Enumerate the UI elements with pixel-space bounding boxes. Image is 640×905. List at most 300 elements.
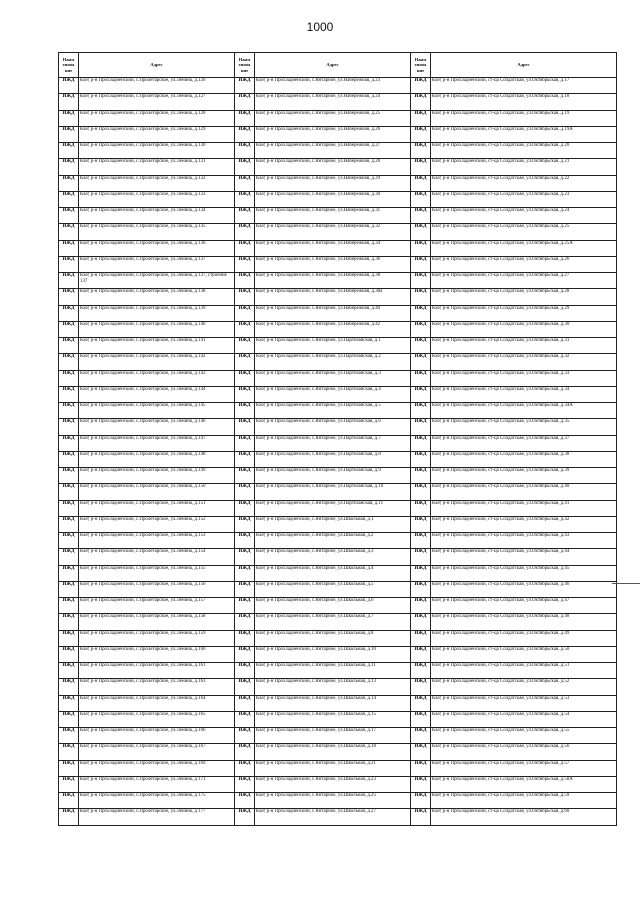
- address-cell: КБР, р-н Прохладненский, с.Янтарное, ул.Школьная, д.8: [255, 630, 411, 646]
- object-type-cell: ИЖД: [411, 728, 431, 744]
- address-cell: КБР, р-н Прохладненский, с.Пролетарское, ул.Ленина, д.155: [79, 565, 235, 581]
- address-cell: КБР, р-н Прохладненский, с.Пролетарское, ул.Ленина, д.149: [79, 468, 235, 484]
- object-type-cell: ИЖД: [59, 793, 79, 809]
- object-type-cell: ИЖД: [411, 500, 431, 516]
- address-cell: КБР, р-н Прохладненский, с.Янтарное, ул.Партизанская, д.8: [255, 451, 411, 467]
- table-row: [59, 175, 617, 191]
- address-cell: КБР, р-н Прохладненский, с.Пролетарское, ул.Ленина, д.136: [79, 240, 235, 256]
- address-cell: КБР, р-н Прохладненский, с.Пролетарское, ул.Ленина, д.164: [79, 695, 235, 711]
- object-type-cell: ИЖД: [235, 435, 255, 451]
- object-type-cell: ИЖД: [411, 549, 431, 565]
- address-cell: КБР, р-н Прохладненский, с.Пролетарское, ул.Ленина, д.171: [79, 776, 235, 792]
- address-cell: КБР, р-н Прохладненский, с.Янтарное, ул.Партизанская, д.10: [255, 484, 411, 500]
- object-type-cell: ИЖД: [235, 386, 255, 402]
- address-cell: КБР, р-н Прохладненский, ст-ца Солдатская, ул.Октябрьская, д.43: [431, 533, 617, 549]
- object-type-cell: ИЖД: [411, 191, 431, 207]
- address-cell: КБР, р-н Прохладненский, с.Янтарное, ул.Набережная, д.38: [255, 273, 411, 289]
- object-type-cell: ИЖД: [411, 451, 431, 467]
- address-cell: КБР, р-н Прохладненский, ст-ца Солдатская, ул.Октябрьская, д.33: [431, 370, 617, 386]
- table-row: [59, 338, 617, 354]
- object-type-cell: ИЖД: [411, 224, 431, 240]
- object-type-cell: ИЖД: [235, 760, 255, 776]
- table-row: [59, 110, 617, 126]
- address-cell: КБР, р-н Прохладненский, ст-ца Солдатская, ул.Октябрьская, д.27: [431, 273, 617, 289]
- address-cell: КБР, р-н Прохладненский, с.Янтарное, ул.Партизанская, д.2: [255, 354, 411, 370]
- address-cell: КБР, р-н Прохладненский, с.Янтарное, ул.Школьная, д.15: [255, 711, 411, 727]
- address-cell: КБР, р-н Прохладненский, с.Янтарное, ул.Школьная, д.23: [255, 776, 411, 792]
- address-cell: КБР, р-н Прохладненский, с.Пролетарское, ул.Ленина, д.175: [79, 793, 235, 809]
- object-type-cell: ИЖД: [411, 240, 431, 256]
- object-type-cell: ИЖД: [411, 776, 431, 792]
- address-cell: КБР, р-н Прохладненский, с.Янтарное, ул.Набережная, д.28: [255, 159, 411, 175]
- object-type-cell: ИЖД: [411, 403, 431, 419]
- object-type-cell: ИЖД: [235, 533, 255, 549]
- address-cell: КБР, р-н Прохладненский, ст-ца Солдатская, ул.Октябрьская, д.37: [431, 435, 617, 451]
- object-type-cell: ИЖД: [59, 208, 79, 224]
- object-type-cell: ИЖД: [235, 484, 255, 500]
- address-cell: КБР, р-н Прохладненский, ст-ца Солдатская, ул.Октябрьская, д.54: [431, 711, 617, 727]
- address-cell: КБР, р-н Прохладненский, ст-ца Солдатская, ул.Октябрьская, д.48: [431, 614, 617, 630]
- address-cell: КБР, р-н Прохладненский, ст-ца Солдатская, ул.Октябрьская, д.35: [431, 419, 617, 435]
- object-type-cell: ИЖД: [59, 565, 79, 581]
- address-cell: КБР, р-н Прохладненский, ст-ца Солдатская, ул.Октябрьская, д.40: [431, 484, 617, 500]
- object-type-cell: ИЖД: [59, 386, 79, 402]
- object-type-cell: ИЖД: [235, 809, 255, 825]
- object-type-cell: ИЖД: [235, 419, 255, 435]
- object-type-cell: ИЖД: [411, 793, 431, 809]
- address-cell: КБР, р-н Прохладненский, с.Пролетарское, ул.Ленина, д.141: [79, 338, 235, 354]
- object-type-cell: ИЖД: [59, 305, 79, 321]
- address-cell: КБР, р-н Прохладненский, ст-ца Солдатская, ул.Октябрьская, д.34: [431, 386, 617, 402]
- address-cell: КБР, р-н Прохладненский, с.Пролетарское, ул.Ленина, д.144: [79, 386, 235, 402]
- object-type-cell: ИЖД: [411, 809, 431, 825]
- object-type-cell: ИЖД: [411, 338, 431, 354]
- address-cell: КБР, р-н Прохладненский, ст-ца Солдатская, ул.Октябрьская, д.20: [431, 143, 617, 159]
- table-row: [59, 679, 617, 695]
- address-cell: КБР, р-н Прохладненский, ст-ца Солдатская, ул.Октябрьская, д.18: [431, 94, 617, 110]
- address-cell: КБР, р-н Прохладненский, ст-ца Солдатская, ул.Октябрьская, д.51: [431, 663, 617, 679]
- address-cell: КБР, р-н Прохладненский, с.Янтарное, ул.Школьная, д.21: [255, 760, 411, 776]
- address-cell: КБР, р-н Прохладненский, ст-ца Солдатская, ул.Октябрьская, д.28: [431, 289, 617, 305]
- object-type-cell: ИЖД: [235, 451, 255, 467]
- object-type-cell: ИЖД: [59, 94, 79, 110]
- address-cell: КБР, р-н Прохладненский, ст-ца Солдатская, ул.Октябрьская, д.49: [431, 630, 617, 646]
- object-type-cell: ИЖД: [235, 240, 255, 256]
- address-cell: КБР, р-н Прохладненский, с.Янтарное, ул.Школьная, д.7: [255, 614, 411, 630]
- address-cell: КБР, р-н Прохладненский, с.Янтарное, ул.Школьная, д.5: [255, 581, 411, 597]
- address-cell: КБР, р-н Прохладненский, с.Пролетарское, ул.Ленина, д.148: [79, 451, 235, 467]
- object-type-cell: ИЖД: [235, 208, 255, 224]
- header-address-col-1: Адрес: [79, 53, 235, 78]
- object-type-cell: ИЖД: [411, 760, 431, 776]
- object-type-cell: ИЖД: [59, 78, 79, 94]
- address-cell: КБР, р-н Прохладненский, с.Пролетарское, ул.Ленина, д.126: [79, 78, 235, 94]
- table-row: [59, 240, 617, 256]
- address-cell: КБР, р-н Прохладненский, с.Янтарное, ул.Набережная, д.29: [255, 175, 411, 191]
- object-type-cell: ИЖД: [235, 338, 255, 354]
- address-cell: КБР, р-н Прохладненский, с.Янтарное, ул.Набережная, д.34: [255, 240, 411, 256]
- address-cell: КБР, р-н Прохладненский, с.Пролетарское, ул.Ленина, д.158: [79, 614, 235, 630]
- object-type-cell: ИЖД: [59, 419, 79, 435]
- address-cell: КБР, р-н Прохладненский, ст-ца Солдатская, ул.Октябрьская, д.24: [431, 208, 617, 224]
- object-type-cell: ИЖД: [235, 143, 255, 159]
- object-type-cell: ИЖД: [235, 273, 255, 289]
- object-type-cell: ИЖД: [59, 679, 79, 695]
- address-cell: КБР, р-н Прохладненский, с.Янтарное, ул.Набережная, д.40: [255, 305, 411, 321]
- object-type-cell: ИЖД: [59, 484, 79, 500]
- table-row: [59, 565, 617, 581]
- object-type-cell: ИЖД: [59, 760, 79, 776]
- address-cell: КБР, р-н Прохладненский, ст-ца Солдатская, ул.Октябрьская, д.23: [431, 191, 617, 207]
- scan-edge-mark: [612, 583, 640, 584]
- address-cell: КБР, р-н Прохладненский, ст-ца Солдатская, ул.Октябрьская, д.60: [431, 809, 617, 825]
- address-cell: КБР, р-н Прохладненский, с.Янтарное, ул.Набережная, д.30: [255, 191, 411, 207]
- object-type-cell: ИЖД: [235, 78, 255, 94]
- address-cell: КБР, р-н Прохладненский, с.Пролетарское, ул.Ленина, д.133: [79, 191, 235, 207]
- table-row: [59, 776, 617, 792]
- object-type-cell: ИЖД: [59, 728, 79, 744]
- object-type-cell: ИЖД: [411, 256, 431, 272]
- object-type-cell: ИЖД: [411, 744, 431, 760]
- table-row: [59, 78, 617, 94]
- address-cell: КБР, р-н Прохладненский, ст-ца Солдатская, ул.Октябрьская, д.47: [431, 598, 617, 614]
- header-address-col-2: Адрес: [255, 53, 411, 78]
- header-type-col-3: Наим енова ние: [411, 53, 431, 78]
- table-row: [59, 549, 617, 565]
- object-type-cell: ИЖД: [59, 175, 79, 191]
- object-type-cell: ИЖД: [59, 695, 79, 711]
- table-row: [59, 760, 617, 776]
- address-cell: КБР, р-н Прохладненский, ст-ца Солдатская, ул.Октябрьская, д.31: [431, 338, 617, 354]
- object-type-cell: ИЖД: [411, 110, 431, 126]
- address-cell: КБР, р-н Прохладненский, с.Пролетарское, ул.Ленина, д.177: [79, 809, 235, 825]
- object-type-cell: ИЖД: [59, 468, 79, 484]
- address-cell: КБР, р-н Прохладненский, с.Янтарное, ул.Школьная, д.14: [255, 695, 411, 711]
- address-cell: КБР, р-н Прохладненский, с.Пролетарское, ул.Ленина, д.146: [79, 419, 235, 435]
- address-cell: КБР, р-н Прохладненский, с.Янтарное, ул.Школьная, д.10: [255, 646, 411, 662]
- object-type-cell: ИЖД: [235, 614, 255, 630]
- object-type-cell: ИЖД: [59, 321, 79, 337]
- table-row: [59, 646, 617, 662]
- object-type-cell: ИЖД: [59, 435, 79, 451]
- address-cell: КБР, р-н Прохладненский, с.Янтарное, ул.Набережная, д.38а: [255, 289, 411, 305]
- object-type-cell: ИЖД: [411, 289, 431, 305]
- object-type-cell: ИЖД: [59, 533, 79, 549]
- object-type-cell: ИЖД: [235, 224, 255, 240]
- address-cell: КБР, р-н Прохладненский, с.Янтарное, ул.Набережная, д.32: [255, 224, 411, 240]
- address-cell: КБР, р-н Прохладненский, с.Пролетарское, ул.Ленина, д.147: [79, 435, 235, 451]
- object-type-cell: ИЖД: [235, 646, 255, 662]
- address-cell: КБР, р-н Прохладненский, с.Пролетарское, ул.Ленина, д.142: [79, 354, 235, 370]
- header-address-col-3: Адрес: [431, 53, 617, 78]
- object-type-cell: ИЖД: [411, 78, 431, 94]
- object-type-cell: ИЖД: [411, 581, 431, 597]
- object-type-cell: ИЖД: [59, 143, 79, 159]
- object-type-cell: ИЖД: [411, 614, 431, 630]
- object-type-cell: ИЖД: [235, 695, 255, 711]
- object-type-cell: ИЖД: [59, 224, 79, 240]
- address-cell: КБР, р-н Прохладненский, с.Пролетарское, ул.Ленина, д.159: [79, 630, 235, 646]
- table-row: [59, 516, 617, 532]
- object-type-cell: ИЖД: [235, 663, 255, 679]
- object-type-cell: ИЖД: [59, 711, 79, 727]
- address-cell: КБР, р-н Прохладненский, ст-ца Солдатская, ул.Октябрьская, д.53: [431, 695, 617, 711]
- object-type-cell: ИЖД: [59, 516, 79, 532]
- address-cell: КБР, р-н Прохладненский, с.Пролетарское, ул.Ленина, д.138: [79, 289, 235, 305]
- object-type-cell: ИЖД: [411, 273, 431, 289]
- address-cell: КБР, р-н Прохладненский, с.Пролетарское, ул.Ленина, д.152: [79, 516, 235, 532]
- object-type-cell: ИЖД: [235, 728, 255, 744]
- table-row: [59, 630, 617, 646]
- object-type-cell: ИЖД: [411, 435, 431, 451]
- object-type-cell: ИЖД: [59, 663, 79, 679]
- object-type-cell: ИЖД: [411, 711, 431, 727]
- object-type-cell: ИЖД: [235, 549, 255, 565]
- address-cell: КБР, р-н Прохладненский, с.Янтарное, ул.Партизанская, д.4: [255, 386, 411, 402]
- address-cell: КБР, р-н Прохладненский, с.Янтарное, ул.Школьная, д.2: [255, 533, 411, 549]
- table-row: [59, 793, 617, 809]
- object-type-cell: ИЖД: [59, 256, 79, 272]
- object-type-cell: ИЖД: [59, 581, 79, 597]
- object-type-cell: ИЖД: [411, 370, 431, 386]
- object-type-cell: ИЖД: [411, 208, 431, 224]
- address-cell: КБР, р-н Прохладненский, с.Янтарное, ул.Партизанская, д.6: [255, 419, 411, 435]
- address-cell: КБР, р-н Прохладненский, с.Янтарное, ул.Школьная, д.18: [255, 744, 411, 760]
- address-cell: КБР, р-н Прохладненский, с.Пролетарское, ул.Ленина, д.161: [79, 663, 235, 679]
- address-cell: КБР, р-н Прохладненский, ст-ца Солдатская, ул.Октябрьская, д.57: [431, 760, 617, 776]
- object-type-cell: ИЖД: [411, 598, 431, 614]
- address-cell: КБР, р-н Прохладненский, ст-ца Солдатская, ул.Октябрьская, д.59: [431, 793, 617, 809]
- object-type-cell: ИЖД: [235, 679, 255, 695]
- address-cell: КБР, р-н Прохладненский, с.Пролетарское, ул.Ленина, д.137, строение 137: [79, 273, 235, 289]
- table-row: [59, 208, 617, 224]
- header-type-col-1: Наим енова ние: [59, 53, 79, 78]
- table-body: [59, 78, 617, 826]
- table-row: [59, 289, 617, 305]
- object-type-cell: ИЖД: [235, 776, 255, 792]
- object-type-cell: ИЖД: [59, 646, 79, 662]
- address-cell: КБР, р-н Прохладненский, с.Пролетарское, ул.Ленина, д.129: [79, 126, 235, 142]
- object-type-cell: ИЖД: [235, 289, 255, 305]
- address-cell: КБР, р-н Прохладненский, с.Пролетарское, ул.Ленина, д.169: [79, 760, 235, 776]
- table-row: [59, 256, 617, 272]
- table-header-row: [59, 53, 617, 78]
- object-type-cell: ИЖД: [235, 175, 255, 191]
- table-row: [59, 143, 617, 159]
- object-type-cell: ИЖД: [411, 468, 431, 484]
- object-type-cell: ИЖД: [411, 565, 431, 581]
- table-row: [59, 305, 617, 321]
- address-cell: КБР, р-н Прохладненский, ст-ца Солдатская, ул.Октябрьская, д.34А: [431, 403, 617, 419]
- table-row: [59, 94, 617, 110]
- address-cell: КБР, р-н Прохладненский, ст-ца Солдатская, ул.Октябрьская, д.26: [431, 256, 617, 272]
- address-cell: КБР, р-н Прохладненский, ст-ца Солдатская, ул.Октябрьская, д.22: [431, 175, 617, 191]
- address-cell: КБР, р-н Прохладненский, с.Пролетарское, ул.Ленина, д.140: [79, 321, 235, 337]
- address-cell: КБР, р-н Прохладненский, с.Янтарное, ул.Набережная, д.25: [255, 110, 411, 126]
- object-type-cell: ИЖД: [59, 598, 79, 614]
- table-row: [59, 435, 617, 451]
- address-cell: КБР, р-н Прохладненский, ст-ца Солдатская, ул.Октябрьская, д.30: [431, 321, 617, 337]
- address-cell: КБР, р-н Прохладненский, с.Янтарное, ул.Набережная, д.24: [255, 94, 411, 110]
- object-type-cell: ИЖД: [235, 598, 255, 614]
- address-cell: КБР, р-н Прохладненский, с.Янтарное, ул.Набережная, д.36: [255, 256, 411, 272]
- address-cell: КБР, р-н Прохладненский, с.Янтарное, ул.Школьная, д.6: [255, 598, 411, 614]
- address-cell: КБР, р-н Прохладненский, ст-ца Солдатская, ул.Октябрьская, д.17: [431, 78, 617, 94]
- object-type-cell: ИЖД: [411, 386, 431, 402]
- table-row: [59, 614, 617, 630]
- object-type-cell: ИЖД: [235, 516, 255, 532]
- address-cell: КБР, р-н Прохладненский, с.Пролетарское, ул.Ленина, д.139: [79, 305, 235, 321]
- table-row: [59, 386, 617, 402]
- address-cell: КБР, р-н Прохладненский, ст-ца Солдатская, ул.Октябрьская, д.55: [431, 728, 617, 744]
- address-cell: КБР, р-н Прохладненский, с.Янтарное, ул.Партизанская, д.5: [255, 403, 411, 419]
- table-row: [59, 728, 617, 744]
- object-type-cell: ИЖД: [59, 744, 79, 760]
- object-type-cell: ИЖД: [235, 403, 255, 419]
- object-type-cell: ИЖД: [411, 159, 431, 175]
- object-type-cell: ИЖД: [411, 533, 431, 549]
- address-cell: КБР, р-н Прохладненский, с.Пролетарское, ул.Ленина, д.134: [79, 208, 235, 224]
- address-cell: КБР, р-н Прохладненский, ст-ца Солдатская, ул.Октябрьская, д.58А: [431, 776, 617, 792]
- object-type-cell: ИЖД: [59, 289, 79, 305]
- address-cell: КБР, р-н Прохладненский, с.Пролетарское, ул.Ленина, д.163: [79, 679, 235, 695]
- table-row: [59, 451, 617, 467]
- address-cell: КБР, р-н Прохладненский, с.Янтарное, ул.Партизанская, д.7: [255, 435, 411, 451]
- address-cell: КБР, р-н Прохладненский, с.Янтарное, ул.Набережная, д.42: [255, 321, 411, 337]
- address-cell: КБР, р-н Прохладненский, с.Пролетарское, ул.Ленина, д.165: [79, 711, 235, 727]
- table-row: [59, 533, 617, 549]
- address-cell: КБР, р-н Прохладненский, с.Янтарное, ул.Школьная, д.3: [255, 549, 411, 565]
- object-type-cell: ИЖД: [235, 370, 255, 386]
- table-row: [59, 224, 617, 240]
- object-type-cell: ИЖД: [411, 484, 431, 500]
- object-type-cell: ИЖД: [235, 321, 255, 337]
- address-cell: КБР, р-н Прохладненский, ст-ца Солдатская, ул.Октябрьская, д.44: [431, 549, 617, 565]
- address-cell: КБР, р-н Прохладненский, с.Янтарное, ул.Школьная, д.27: [255, 809, 411, 825]
- address-cell: КБР, р-н Прохладненский, с.Янтарное, ул.Партизанская, д.9: [255, 468, 411, 484]
- address-cell: КБР, р-н Прохладненский, с.Пролетарское, ул.Ленина, д.167: [79, 744, 235, 760]
- object-type-cell: ИЖД: [59, 549, 79, 565]
- address-cell: КБР, р-н Прохладненский, с.Янтарное, ул.Партизанская, д.11: [255, 500, 411, 516]
- address-cell: КБР, р-н Прохладненский, с.Янтарное, ул.Школьная, д.4: [255, 565, 411, 581]
- object-type-cell: ИЖД: [59, 240, 79, 256]
- address-cell: КБР, р-н Прохладненский, с.Пролетарское, ул.Ленина, д.166: [79, 728, 235, 744]
- object-type-cell: ИЖД: [59, 354, 79, 370]
- address-cell: КБР, р-н Прохладненский, ст-ца Солдатская, ул.Октябрьская, д.25: [431, 224, 617, 240]
- address-cell: КБР, р-н Прохладненский, с.Янтарное, ул.Набережная, д.31: [255, 208, 411, 224]
- table-row: [59, 354, 617, 370]
- table-row: [59, 370, 617, 386]
- address-cell: КБР, р-н Прохладненский, ст-ца Солдатская, ул.Октябрьская, д.52: [431, 679, 617, 695]
- page-number: 1000: [306, 20, 334, 34]
- object-type-cell: ИЖД: [235, 744, 255, 760]
- object-type-cell: ИЖД: [59, 338, 79, 354]
- address-cell: КБР, р-н Прохладненский, ст-ца Солдатская, ул.Октябрьская, д.45: [431, 565, 617, 581]
- table-row: [59, 744, 617, 760]
- object-type-cell: ИЖД: [59, 500, 79, 516]
- address-cell: КБР, р-н Прохладненский, с.Пролетарское, ул.Ленина, д.160: [79, 646, 235, 662]
- table-row: [59, 159, 617, 175]
- object-type-cell: ИЖД: [235, 581, 255, 597]
- table-row: [59, 321, 617, 337]
- object-type-cell: ИЖД: [235, 110, 255, 126]
- address-cell: КБР, р-н Прохладненский, с.Янтарное, ул.Набережная, д.26: [255, 126, 411, 142]
- header-type-col-2: Наим енова ние: [235, 53, 255, 78]
- address-cell: КБР, р-н Прохладненский, с.Янтарное, ул.Школьная, д.25: [255, 793, 411, 809]
- object-type-cell: ИЖД: [59, 809, 79, 825]
- address-cell: КБР, р-н Прохладненский, с.Пролетарское, ул.Ленина, д.127: [79, 94, 235, 110]
- object-type-cell: ИЖД: [235, 256, 255, 272]
- object-type-cell: ИЖД: [411, 321, 431, 337]
- address-cell: КБР, р-н Прохладненский, с.Пролетарское, ул.Ленина, д.130: [79, 143, 235, 159]
- address-cell: КБР, р-н Прохладненский, ст-ца Солдатская, ул.Октябрьская, д.19: [431, 110, 617, 126]
- object-type-cell: ИЖД: [411, 695, 431, 711]
- address-cell: КБР, р-н Прохладненский, с.Янтарное, ул.Партизанская, д.1: [255, 338, 411, 354]
- object-type-cell: ИЖД: [411, 516, 431, 532]
- table-row: [59, 403, 617, 419]
- table-row: [59, 598, 617, 614]
- object-type-cell: ИЖД: [59, 110, 79, 126]
- object-type-cell: ИЖД: [59, 126, 79, 142]
- address-cell: КБР, р-н Прохладненский, с.Пролетарское, ул.Ленина, д.143: [79, 370, 235, 386]
- address-cell: КБР, р-н Прохладненский, с.Пролетарское, ул.Ленина, д.150: [79, 484, 235, 500]
- object-type-cell: ИЖД: [235, 305, 255, 321]
- object-type-cell: ИЖД: [411, 143, 431, 159]
- address-cell: КБР, р-н Прохладненский, с.Пролетарское, ул.Ленина, д.151: [79, 500, 235, 516]
- object-type-cell: ИЖД: [235, 711, 255, 727]
- address-cell: КБР, р-н Прохладненский, ст-ца Солдатская, ул.Октябрьская, д.25А: [431, 240, 617, 256]
- table-row: [59, 468, 617, 484]
- address-cell: КБР, р-н Прохладненский, ст-ца Солдатская, ул.Октябрьская, д.29: [431, 305, 617, 321]
- address-cell: КБР, р-н Прохладненский, с.Янтарное, ул.Партизанская, д.3: [255, 370, 411, 386]
- address-cell: КБР, р-н Прохладненский, ст-ца Солдатская, ул.Октябрьская, д.41: [431, 500, 617, 516]
- table-row: [59, 191, 617, 207]
- object-type-cell: ИЖД: [411, 663, 431, 679]
- object-type-cell: ИЖД: [59, 614, 79, 630]
- object-type-cell: ИЖД: [411, 126, 431, 142]
- address-cell: КБР, р-н Прохладненский, с.Пролетарское, ул.Ленина, д.131: [79, 159, 235, 175]
- address-cell: КБР, р-н Прохладненский, с.Пролетарское, ул.Ленина, д.153: [79, 533, 235, 549]
- object-type-cell: ИЖД: [411, 354, 431, 370]
- address-cell: КБР, р-н Прохладненский, ст-ца Солдатская, ул.Октябрьская, д.46: [431, 581, 617, 597]
- address-cell: КБР, р-н Прохладненский, с.Янтарное, ул.Набережная, д.27: [255, 143, 411, 159]
- object-type-cell: ИЖД: [411, 646, 431, 662]
- address-cell: КБР, р-н Прохладненский, с.Пролетарское, ул.Ленина, д.135: [79, 224, 235, 240]
- table-row: [59, 809, 617, 825]
- address-cell: КБР, р-н Прохладненский, ст-ца Солдатская, ул.Октябрьская, д.38: [431, 451, 617, 467]
- address-cell: КБР, р-н Прохладненский, ст-ца Солдатская, ул.Октябрьская, д.50: [431, 646, 617, 662]
- address-cell: КБР, р-н Прохладненский, с.Пролетарское, ул.Ленина, д.154: [79, 549, 235, 565]
- address-cell: КБР, р-н Прохладненский, ст-ца Солдатская, ул.Октябрьская, д.21: [431, 159, 617, 175]
- object-type-cell: ИЖД: [411, 175, 431, 191]
- object-type-cell: ИЖД: [59, 451, 79, 467]
- address-cell: КБР, р-н Прохладненский, с.Пролетарское, ул.Ленина, д.157: [79, 598, 235, 614]
- address-cell: КБР, р-н Прохладненский, с.Пролетарское, ул.Ленина, д.132: [79, 175, 235, 191]
- address-cell: КБР, р-н Прохладненский, с.Янтарное, ул.Набережная, д.23: [255, 78, 411, 94]
- object-type-cell: ИЖД: [235, 565, 255, 581]
- table-row: [59, 711, 617, 727]
- object-type-cell: ИЖД: [411, 630, 431, 646]
- object-type-cell: ИЖД: [411, 679, 431, 695]
- object-type-cell: ИЖД: [235, 94, 255, 110]
- object-type-cell: ИЖД: [235, 793, 255, 809]
- object-type-cell: ИЖД: [235, 500, 255, 516]
- object-type-cell: ИЖД: [235, 159, 255, 175]
- address-cell: КБР, р-н Прохладненский, с.Янтарное, ул.Школьная, д.13: [255, 679, 411, 695]
- address-cell: КБР, р-н Прохладненский, ст-ца Солдатская, ул.Октябрьская, д.56: [431, 744, 617, 760]
- object-type-cell: ИЖД: [235, 468, 255, 484]
- address-cell: КБР, р-н Прохладненский, с.Янтарное, ул.Школьная, д.1: [255, 516, 411, 532]
